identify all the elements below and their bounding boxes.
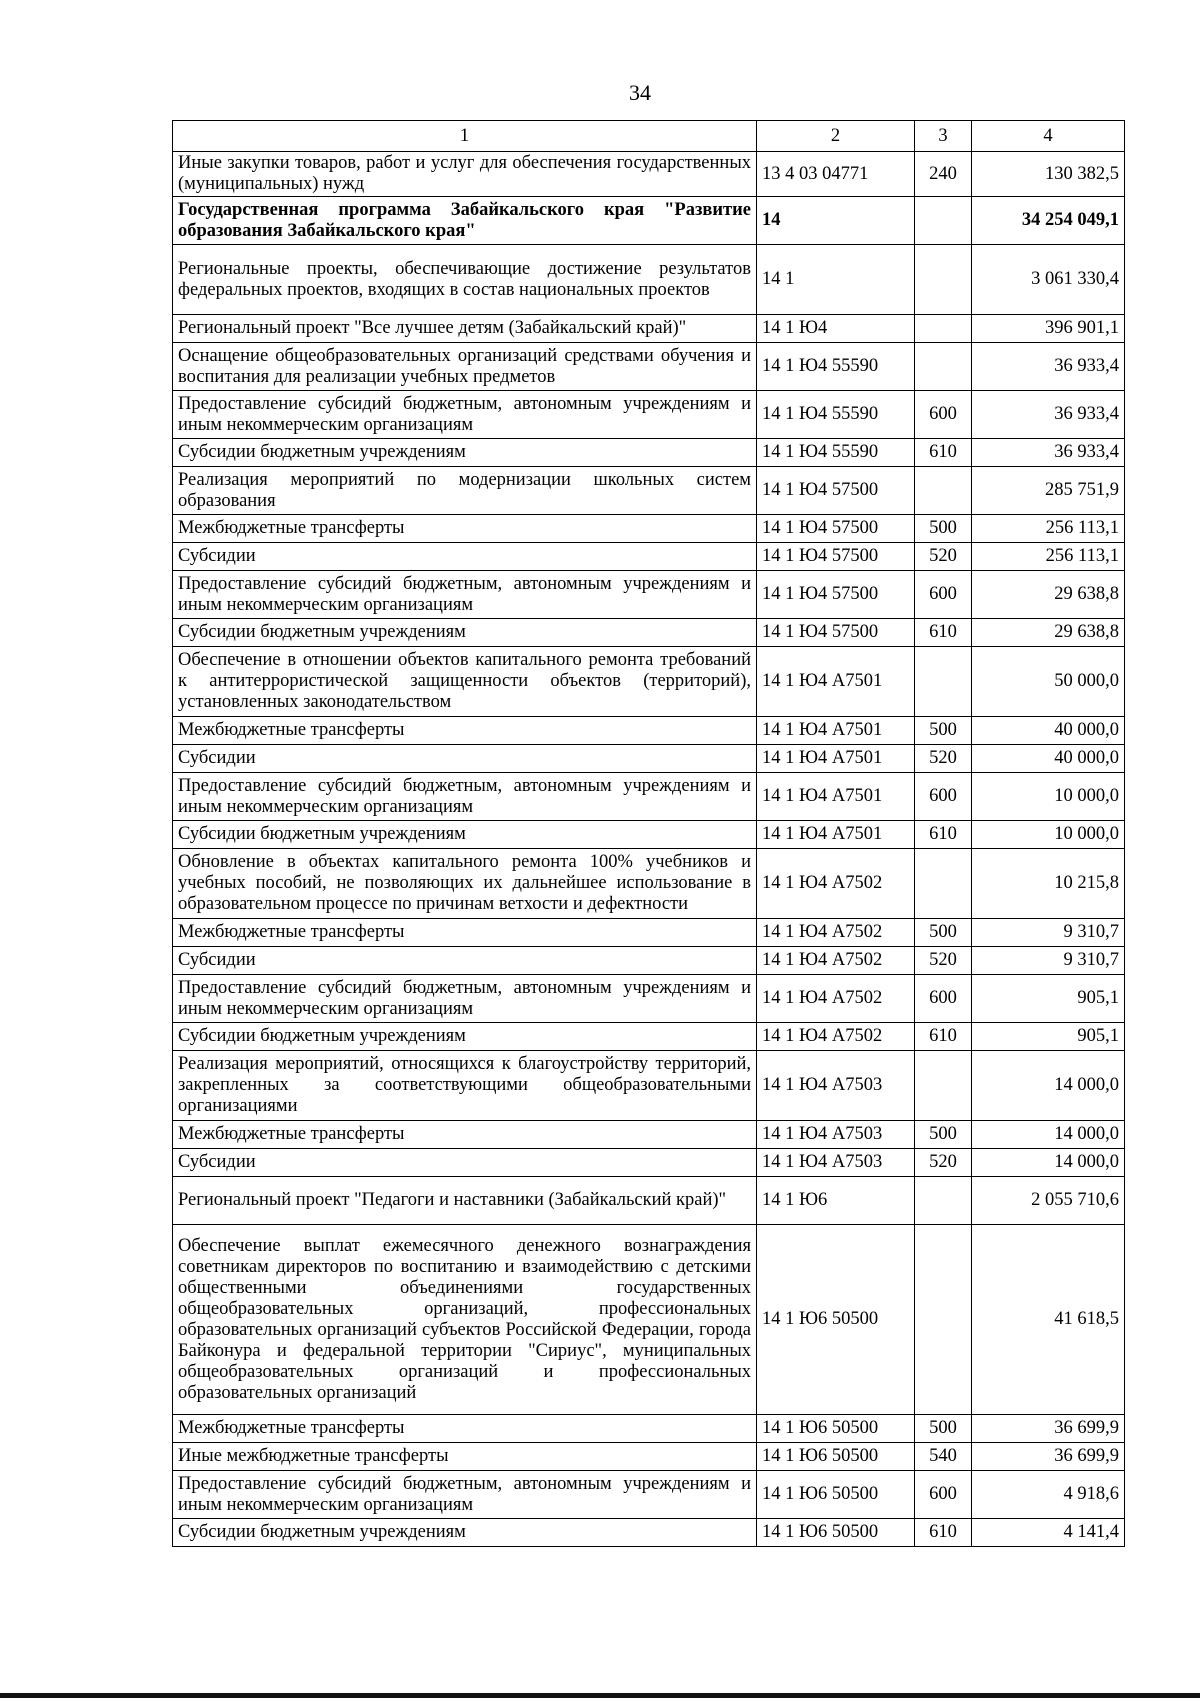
row-amount: 4 141,4 — [972, 1519, 1125, 1547]
row-code: 14 1 Ю4 А7503 — [757, 1051, 915, 1121]
row-type: 610 — [915, 1023, 972, 1051]
row-type: 500 — [915, 1415, 972, 1443]
header-col-4: 4 — [972, 121, 1125, 152]
row-code: 14 1 Ю4 55590 — [757, 391, 915, 439]
table-header — [173, 121, 1125, 152]
row-name: Субсидии — [173, 745, 757, 773]
row-code: 14 1 Ю4 А7501 — [757, 773, 915, 821]
row-amount: 41 618,5 — [972, 1225, 1125, 1415]
table-row — [173, 647, 1125, 717]
table-row — [173, 1519, 1125, 1547]
row-type: 500 — [915, 919, 972, 947]
row-amount: 905,1 — [972, 975, 1125, 1023]
row-code: 14 1 Ю6 50500 — [757, 1415, 915, 1443]
row-amount: 29 638,8 — [972, 619, 1125, 647]
row-name: Предоставление субсидий бюджетным, автономным учреждениям и иным некоммерческим организациям — [173, 1471, 757, 1519]
table-row — [173, 515, 1125, 543]
row-name: Обновление в объектах капитального ремонта 100% учебников и учебных пособий, не позволяющих их дальнейшее использование в образовательном процессе по причинам ветхости и дефектности — [173, 849, 757, 919]
row-type: 600 — [915, 773, 972, 821]
row-name: Субсидии — [173, 543, 757, 571]
row-code: 14 1 Ю4 А7503 — [757, 1121, 915, 1149]
row-name: Предоставление субсидий бюджетным, автономным учреждениям и иным некоммерческим организациям — [173, 773, 757, 821]
row-type: 600 — [915, 1471, 972, 1519]
row-type: 600 — [915, 975, 972, 1023]
row-type: 610 — [915, 821, 972, 849]
row-name: Межбюджетные трансферты — [173, 1415, 757, 1443]
table-row — [173, 1415, 1125, 1443]
row-name: Предоставление субсидий бюджетным, автономным учреждениям и иным некоммерческим организациям — [173, 571, 757, 619]
row-type: 600 — [915, 571, 972, 619]
row-amount: 36 933,4 — [972, 439, 1125, 467]
table-row — [173, 849, 1125, 919]
table-row — [173, 571, 1125, 619]
table-row — [173, 1471, 1125, 1519]
budget-table — [172, 120, 1125, 1547]
row-code: 14 1 — [757, 245, 915, 315]
row-code: 14 1 Ю4 А7503 — [757, 1149, 915, 1177]
row-amount: 256 113,1 — [972, 515, 1125, 543]
table-row — [173, 197, 1125, 245]
row-type: 500 — [915, 515, 972, 543]
row-amount: 36 699,9 — [972, 1443, 1125, 1471]
row-name: Межбюджетные трансферты — [173, 515, 757, 543]
row-type: 500 — [915, 717, 972, 745]
row-amount: 905,1 — [972, 1023, 1125, 1051]
table-row — [173, 245, 1125, 315]
header-col-1: 1 — [173, 121, 757, 152]
row-code: 14 1 Ю4 А7502 — [757, 919, 915, 947]
bottom-rule — [0, 1693, 1200, 1698]
row-amount: 396 901,1 — [972, 315, 1125, 343]
row-name: Субсидии бюджетным учреждениям — [173, 619, 757, 647]
row-code: 14 1 Ю4 А7501 — [757, 745, 915, 773]
table-row — [173, 947, 1125, 975]
header-col-3: 3 — [915, 121, 972, 152]
row-amount: 4 918,6 — [972, 1471, 1125, 1519]
row-code: 14 1 Ю4 57500 — [757, 619, 915, 647]
row-code: 14 1 Ю4 А7502 — [757, 947, 915, 975]
table-row — [173, 439, 1125, 467]
row-code: 14 1 Ю4 57500 — [757, 467, 915, 515]
row-code: 14 1 Ю4 А7501 — [757, 821, 915, 849]
row-amount: 36 699,9 — [972, 1415, 1125, 1443]
row-amount: 14 000,0 — [972, 1121, 1125, 1149]
table-row — [173, 1177, 1125, 1225]
row-code: 14 1 Ю4 55590 — [757, 343, 915, 391]
row-code: 14 1 Ю4 А7501 — [757, 717, 915, 745]
row-name: Субсидии бюджетным учреждениям — [173, 1023, 757, 1051]
table-body — [173, 152, 1125, 1547]
row-type — [915, 647, 972, 717]
row-name: Предоставление субсидий бюджетным, автономным учреждениям и иным некоммерческим организациям — [173, 391, 757, 439]
row-type: 610 — [915, 1519, 972, 1547]
row-type — [915, 849, 972, 919]
row-code: 14 1 Ю6 50500 — [757, 1443, 915, 1471]
row-name: Предоставление субсидий бюджетным, автономным учреждениям и иным некоммерческим организациям — [173, 975, 757, 1023]
row-code: 14 1 Ю4 55590 — [757, 439, 915, 467]
row-amount: 10 000,0 — [972, 821, 1125, 849]
row-code: 14 1 Ю4 А7502 — [757, 849, 915, 919]
row-amount: 36 933,4 — [972, 391, 1125, 439]
row-type: 520 — [915, 947, 972, 975]
row-name: Реализация мероприятий по модернизации школьных систем образования — [173, 467, 757, 515]
table-row — [173, 1121, 1125, 1149]
row-name: Субсидии — [173, 1149, 757, 1177]
row-type: 610 — [915, 439, 972, 467]
row-code: 14 1 Ю4 57500 — [757, 571, 915, 619]
table-row — [173, 1443, 1125, 1471]
row-type — [915, 315, 972, 343]
row-amount: 40 000,0 — [972, 717, 1125, 745]
row-name: Региональный проект "Педагоги и наставники (Забайкальский край)" — [173, 1177, 757, 1225]
row-name: Оснащение общеобразовательных организаций средствами обучения и воспитания для реализации учебных предметов — [173, 343, 757, 391]
row-type — [915, 1051, 972, 1121]
header-col-2: 2 — [757, 121, 915, 152]
row-code: 14 1 Ю6 50500 — [757, 1471, 915, 1519]
table-row — [173, 975, 1125, 1023]
row-code: 14 1 Ю6 50500 — [757, 1225, 915, 1415]
row-amount: 10 215,8 — [972, 849, 1125, 919]
row-amount: 40 000,0 — [972, 745, 1125, 773]
row-code: 14 1 Ю6 50500 — [757, 1519, 915, 1547]
row-type: 600 — [915, 391, 972, 439]
row-name: Субсидии бюджетным учреждениям — [173, 1519, 757, 1547]
row-amount: 9 310,7 — [972, 947, 1125, 975]
row-code: 14 1 Ю4 А7502 — [757, 1023, 915, 1051]
table-row — [173, 152, 1125, 197]
row-type: 610 — [915, 619, 972, 647]
table-row — [173, 315, 1125, 343]
row-type: 520 — [915, 543, 972, 571]
row-name: Субсидии бюджетным учреждениям — [173, 821, 757, 849]
row-name: Региональные проекты, обеспечивающие достижение результатов федеральных проектов, входящих в состав национальных проектов — [173, 245, 757, 315]
row-code: 14 1 Ю4 57500 — [757, 515, 915, 543]
table-row — [173, 1023, 1125, 1051]
table-row — [173, 343, 1125, 391]
table-row — [173, 619, 1125, 647]
row-amount: 285 751,9 — [972, 467, 1125, 515]
row-name: Государственная программа Забайкальского края "Развитие образования Забайкальского края" — [173, 197, 757, 245]
table-row — [173, 543, 1125, 571]
row-name: Субсидии — [173, 947, 757, 975]
row-name: Региональный проект "Все лучшее детям (Забайкальский край)" — [173, 315, 757, 343]
row-amount: 3 061 330,4 — [972, 245, 1125, 315]
table-row — [173, 391, 1125, 439]
row-amount: 130 382,5 — [972, 152, 1125, 197]
page-number: 34 — [629, 80, 651, 105]
table-row — [173, 1149, 1125, 1177]
table-row — [173, 1225, 1125, 1415]
row-type: 500 — [915, 1121, 972, 1149]
row-code: 14 1 Ю4 57500 — [757, 543, 915, 571]
row-name: Обеспечение в отношении объектов капитального ремонта требований к антитеррористической защищенности объектов (территорий), установленных законодательством — [173, 647, 757, 717]
row-amount: 9 310,7 — [972, 919, 1125, 947]
row-name: Иные закупки товаров, работ и услуг для обеспечения государственных (муниципальных) нужд — [173, 152, 757, 197]
row-type — [915, 245, 972, 315]
row-amount: 14 000,0 — [972, 1051, 1125, 1121]
row-name: Реализация мероприятий, относящихся к благоустройству территорий, закрепленных за соответствующими общеобразовательными организациями — [173, 1051, 757, 1121]
row-amount: 34 254 049,1 — [972, 197, 1125, 245]
row-amount: 2 055 710,6 — [972, 1177, 1125, 1225]
row-name: Обеспечение выплат ежемесячного денежного вознаграждения советникам директоров по воспитанию и взаимодействию с детскими общественными объединениями государственных общеобразовательных организаций, профессиональных образовательных организаций субъектов Российской Федерации, города Байконура и федеральной территории "Сириус", муниципальных общеобразовательных организаций и профессиональных образовательных организаций — [173, 1225, 757, 1415]
row-type — [915, 1177, 972, 1225]
row-type: 240 — [915, 152, 972, 197]
row-name: Иные межбюджетные трансферты — [173, 1443, 757, 1471]
table-row — [173, 773, 1125, 821]
table-row — [173, 745, 1125, 773]
row-amount: 10 000,0 — [972, 773, 1125, 821]
row-amount: 14 000,0 — [972, 1149, 1125, 1177]
row-name: Межбюджетные трансферты — [173, 717, 757, 745]
row-type: 520 — [915, 745, 972, 773]
row-code: 14 1 Ю4 — [757, 315, 915, 343]
header-row — [173, 121, 1125, 152]
row-type — [915, 467, 972, 515]
table-row — [173, 1051, 1125, 1121]
row-name: Межбюджетные трансферты — [173, 919, 757, 947]
table-row — [173, 467, 1125, 515]
table-row — [173, 717, 1125, 745]
row-amount: 256 113,1 — [972, 543, 1125, 571]
row-code: 14 1 Ю4 А7501 — [757, 647, 915, 717]
table-row — [173, 821, 1125, 849]
row-code: 13 4 03 04771 — [757, 152, 915, 197]
row-name: Субсидии бюджетным учреждениям — [173, 439, 757, 467]
row-type — [915, 1225, 972, 1415]
row-type — [915, 343, 972, 391]
row-type: 520 — [915, 1149, 972, 1177]
row-amount: 36 933,4 — [972, 343, 1125, 391]
row-amount: 29 638,8 — [972, 571, 1125, 619]
row-code: 14 1 Ю6 — [757, 1177, 915, 1225]
row-type: 540 — [915, 1443, 972, 1471]
row-type — [915, 197, 972, 245]
table-row — [173, 919, 1125, 947]
row-name: Межбюджетные трансферты — [173, 1121, 757, 1149]
row-code: 14 — [757, 197, 915, 245]
row-code: 14 1 Ю4 А7502 — [757, 975, 915, 1023]
row-amount: 50 000,0 — [972, 647, 1125, 717]
